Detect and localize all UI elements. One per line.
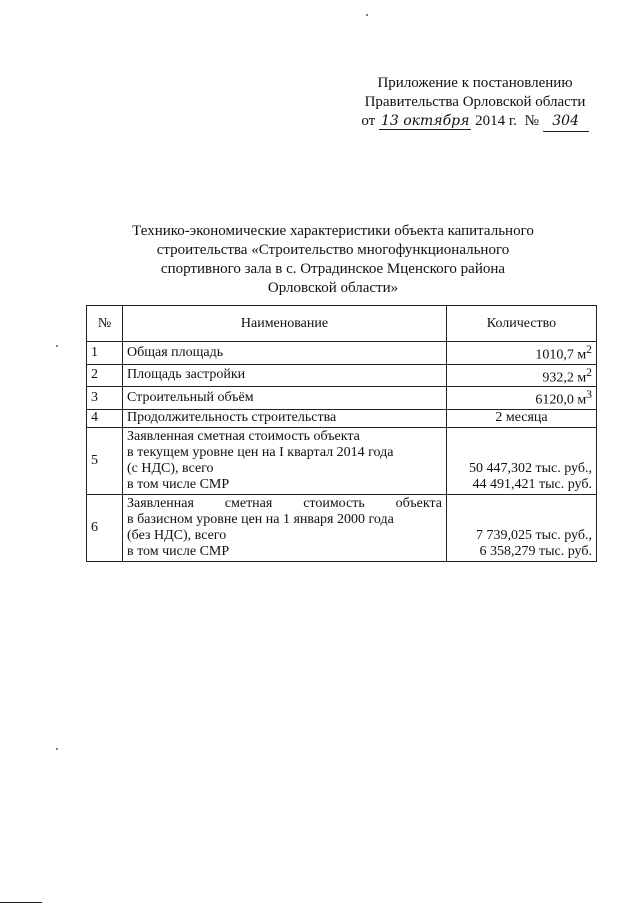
row-number: 4 <box>87 409 123 427</box>
table-row <box>87 342 597 365</box>
header-name: Наименование <box>123 306 447 342</box>
row-value: 932,2 $м^2$ <box>447 364 597 387</box>
appendix-line-2: Правительства Орловской области <box>364 94 586 110</box>
row-value: 6120,0 $м^3$ <box>447 387 597 410</box>
appendix-date-line <box>355 112 595 132</box>
row-name: Площадь застройки <box>123 364 447 387</box>
title-line-3: спортивного зала в с. Отрадинское Мценского района <box>160 261 506 277</box>
scan-speck <box>366 14 368 16</box>
row-number: 6 <box>87 494 123 561</box>
appendix-prefix: от <box>361 113 376 129</box>
scan-edge-line <box>0 902 42 903</box>
row-name: Заявленная сметная стоимость объекта в текущем уровне цен на I квартал 2014 года (с НДС), всего в том числе СМР <box>123 427 447 494</box>
handwritten-date: 13 октября <box>380 113 470 129</box>
row-number: 2 <box>87 364 123 387</box>
row-name: Продолжительность строительства <box>123 409 447 427</box>
row-number: 5 <box>87 427 123 494</box>
characteristics-table <box>86 305 597 562</box>
table-row <box>87 409 597 427</box>
table-header-row <box>87 306 597 342</box>
scan-speck <box>56 748 58 750</box>
row-name: Общая площадь <box>123 342 447 365</box>
header-quantity: Количество <box>447 306 597 342</box>
row-value: 1010,7 $м^2$ <box>447 342 597 365</box>
appendix-year: 2014 г. <box>475 113 518 129</box>
table-row <box>87 387 597 410</box>
row-value: 50 447,302 тыс. руб., 44 491,421 тыс. руб. <box>447 427 597 494</box>
scan-speck <box>56 345 58 347</box>
row-number: 1 <box>87 342 123 365</box>
appendix-block <box>355 74 595 132</box>
row-value: 2 месяца <box>447 409 597 427</box>
header-number: № <box>87 306 123 342</box>
table-row <box>87 364 597 387</box>
document-title <box>118 222 548 298</box>
title-line-1: Технико-экономические характеристики объекта капитального <box>132 223 534 239</box>
row-name: Строительный объём <box>123 387 447 410</box>
row-value: 7 739,025 тыс. руб., 6 358,279 тыс. руб. <box>447 494 597 561</box>
title-line-2: строительства «Строительство многофункционального <box>156 242 510 258</box>
number-label: № <box>524 113 539 129</box>
title-line-4: Орловской области» <box>267 280 399 296</box>
table-row <box>87 427 597 494</box>
row-number: 3 <box>87 387 123 410</box>
table-row <box>87 494 597 561</box>
handwritten-number: 304 <box>543 112 589 132</box>
appendix-line-1: Приложение к постановлению <box>377 75 573 91</box>
row-name: Заявленная сметная стоимость объекта в базисном уровне цен на 1 января 2000 года (без НДС), всего в том числе СМР <box>123 494 447 561</box>
